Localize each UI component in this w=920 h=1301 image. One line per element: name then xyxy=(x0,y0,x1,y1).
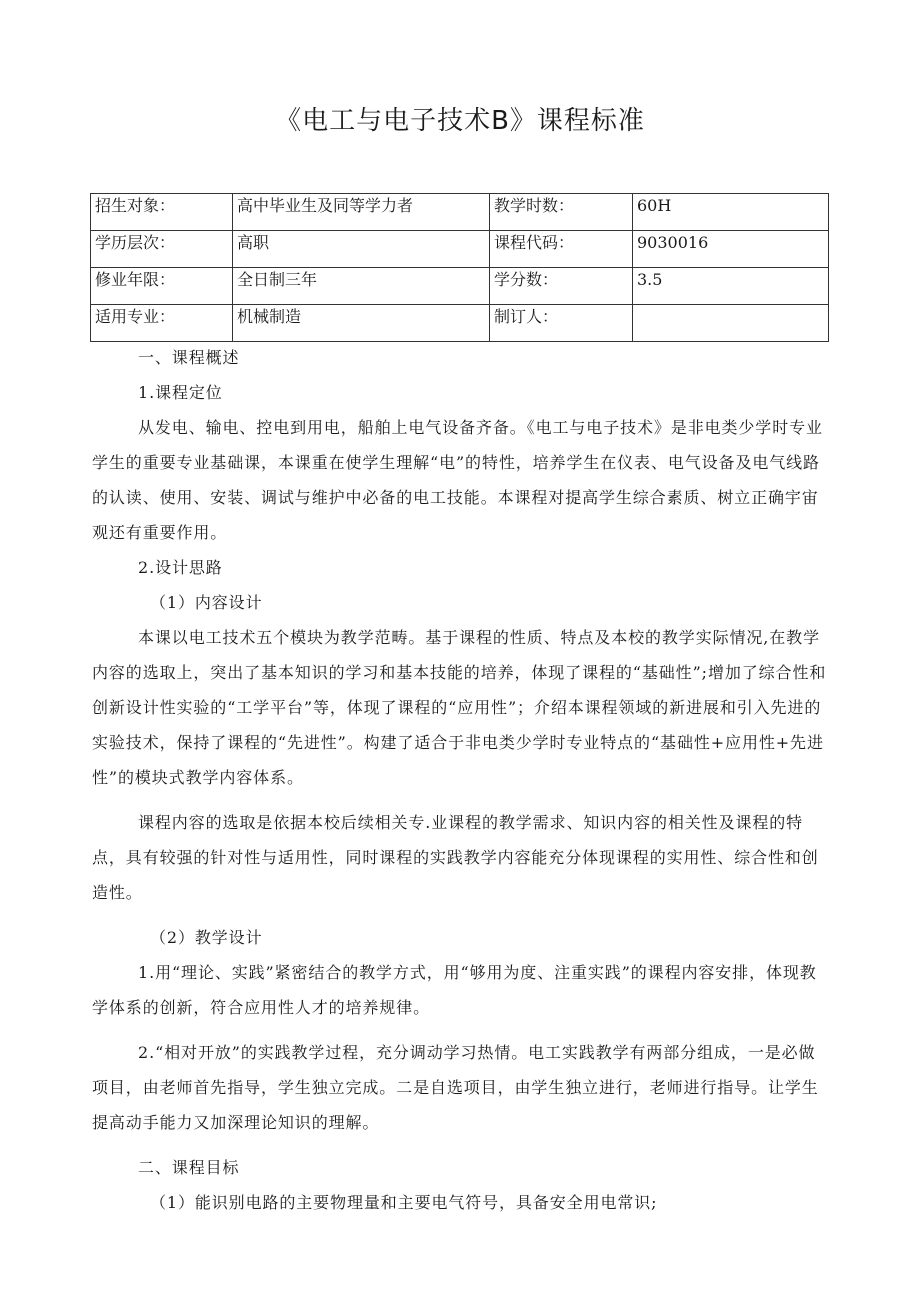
subsection-heading: 2.设计思路 xyxy=(138,558,223,577)
table-row xyxy=(91,194,829,231)
table-cell-label: 课程代码： xyxy=(490,231,633,268)
table-cell-value: 9030016 xyxy=(633,231,829,268)
table-cell-value: 全日制三年 xyxy=(233,268,490,305)
subsection-heading: 1.课程定位 xyxy=(138,383,223,402)
subsection-heading: （2）教学设计 xyxy=(150,928,263,947)
table-row xyxy=(91,231,829,268)
table-cell-value: 机械制造 xyxy=(233,305,490,342)
document-body xyxy=(92,340,832,1220)
paragraph: 课程内容的选取是依据本校后续相关专.业课程的教学需求、知识内容的相关性及课程的特点，具有较强的针对性与适用性，同时课程的实践教学内容能充分体现课程的实用性、综合性和创造性。 xyxy=(92,813,819,902)
list-item: （1）能识别电路的主要物理量和主要电气符号，具备安全用电常识; xyxy=(150,1193,658,1212)
table-row xyxy=(91,305,829,342)
section-heading: 二、课程目标 xyxy=(138,1158,240,1177)
table-cell-label: 适用专业： xyxy=(91,305,233,342)
table-cell-label: 制订人： xyxy=(490,305,633,342)
page-title: 《电工与电子技术B》课程标准 xyxy=(275,106,645,136)
list-item: 2.“相对开放”的实践教学过程，充分调动学习热情。电工实践教学有两部分组成，一是必做项目，由老师首先指导，学生独立完成。二是自选项目，由学生独立进行，老师进行指导。让学生提高动手能力又加深理论知识的理解。 xyxy=(92,1043,819,1132)
subsection-heading: （1）内容设计 xyxy=(150,593,263,612)
table-cell-label: 学历层次： xyxy=(91,231,233,268)
table-row xyxy=(91,268,829,305)
course-info-table xyxy=(90,193,829,342)
table-cell-value: 高职 xyxy=(233,231,490,268)
paragraph: 从发电、输电、控电到用电，船舶上电气设备齐备。《电工与电子技术》是非电类少学时专业学生的重要专业基础课，本课重在使学生理解“电”的特性，培养学生在仪表、电气设备及电气线路的认读、使用、安装、调试与维护中必备的电工技能。本课程对提高学生综合素质、树立正确宇宙观还有重要作用。 xyxy=(92,418,823,542)
table-cell-label: 修业年限： xyxy=(91,268,233,305)
section-heading: 一、课程概述 xyxy=(138,348,240,367)
table-cell-label: 教学时数： xyxy=(490,194,633,231)
list-item: 1.用“理论、实践”紧密结合的教学方式，用“够用为度、注重实践”的课程内容安排，体现教学体系的创新，符合应用性人才的培养规律。 xyxy=(92,963,817,1017)
table-cell-value: 3.5 xyxy=(633,268,829,305)
table-cell-value: 高中毕业生及同等学力者 xyxy=(233,194,490,231)
paragraph: 本课以电工技术五个模块为教学范畴。基于课程的性质、特点及本校的教学实际情况,在教学内容的选取上，突出了基本知识的学习和基本技能的培养，体现了课程的“基础性”;增加了综合性和创新设计性实验的“工学平台”等，体现了课程的“应用性”；介绍本课程领域的新进展和引入先进的实验技术，保持了课程的“先进性”。构建了适合于非电类少学时专业特点的“基础性+应用性+先进性”的模块式教学内容体系。 xyxy=(92,628,827,787)
table-cell-label: 学分数： xyxy=(490,268,633,305)
table-cell-value: 60H xyxy=(633,194,829,231)
table-cell-label: 招生对象： xyxy=(91,194,233,231)
table-cell-value xyxy=(633,305,829,342)
